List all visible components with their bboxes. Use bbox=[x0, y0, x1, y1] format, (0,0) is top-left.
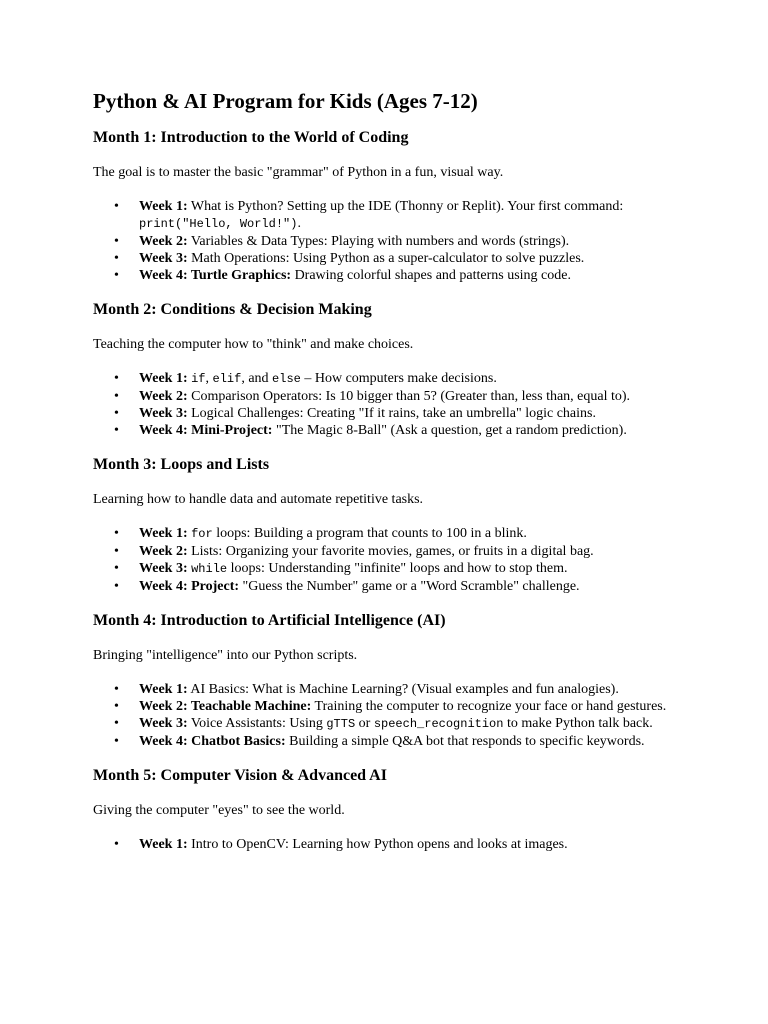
page-title: Python & AI Program for Kids (Ages 7-12) bbox=[93, 89, 478, 113]
month-2-section bbox=[93, 300, 693, 439]
list-item: • Week 2: Comparison Operators: Is 10 bigger than 5? (Greater than, less than, equal to). bbox=[93, 388, 693, 405]
month-4-intro: Bringing "intelligence" into our Python scripts. bbox=[93, 648, 358, 663]
month-4-heading: Month 4: Introduction to Artificial Intelligence (AI) bbox=[93, 612, 446, 629]
list-item: • Week 4: Turtle Graphics: Drawing colorful shapes and patterns using code. bbox=[93, 267, 693, 284]
list-item: • Week 2: Variables & Data Types: Playing with numbers and words (strings). bbox=[93, 233, 693, 250]
month-1-section bbox=[93, 128, 693, 284]
list-item: • Week 4: Mini-Project: "The Magic 8-Ball" (Ask a question, get a random prediction). bbox=[93, 422, 693, 439]
document-page bbox=[93, 86, 693, 869]
month-1-intro: The goal is to master the basic "grammar" of Python in a fun, visual way. bbox=[93, 165, 504, 180]
month-2-heading: Month 2: Conditions & Decision Making bbox=[93, 301, 372, 318]
month-1-heading: Month 1: Introduction to the World of Coding bbox=[93, 129, 409, 146]
list-item: • Week 3: while loops: Understanding "infinite" loops and how to stop them. bbox=[93, 560, 693, 578]
list-item: • Week 1: for loops: Building a program that counts to 100 in a blink. bbox=[93, 525, 693, 543]
list-item: • Week 3: Math Operations: Using Python as a super-calculator to solve puzzles. bbox=[93, 250, 693, 267]
month-3-section bbox=[93, 455, 693, 595]
month-5-section bbox=[93, 766, 693, 853]
month-4-week-list bbox=[93, 681, 693, 750]
list-item: • Week 3: Logical Challenges: Creating "If it rains, take an umbrella" logic chains. bbox=[93, 405, 693, 422]
list-item: • Week 2: Teachable Machine: Training the computer to recognize your face or hand gestures. bbox=[93, 698, 693, 715]
month-2-intro: Teaching the computer how to "think" and make choices. bbox=[93, 337, 414, 352]
list-item: • Week 1: What is Python? Setting up the IDE (Thonny or Replit). Your first command: print("Hello, World!"). bbox=[93, 198, 693, 233]
list-item: • Week 3: Voice Assistants: Using gTTS or speech_recognition to make Python talk back. bbox=[93, 715, 693, 733]
list-item: • Week 1: if, elif, and else – How computers make decisions. bbox=[93, 370, 693, 388]
list-item: • Week 1: Intro to OpenCV: Learning how Python opens and looks at images. bbox=[93, 836, 693, 853]
month-5-heading: Month 5: Computer Vision & Advanced AI bbox=[93, 767, 387, 784]
list-item: • Week 1: AI Basics: What is Machine Learning? (Visual examples and fun analogies). bbox=[93, 681, 693, 698]
month-1-week-list bbox=[93, 198, 693, 284]
month-3-intro: Learning how to handle data and automate repetitive tasks. bbox=[93, 492, 424, 507]
month-3-week-list bbox=[93, 525, 693, 595]
list-item: • Week 4: Chatbot Basics: Building a simple Q&A bot that responds to specific keywords. bbox=[93, 733, 693, 750]
list-item: • Week 2: Lists: Organizing your favorite movies, games, or fruits in a digital bag. bbox=[93, 543, 693, 560]
month-2-week-list bbox=[93, 370, 693, 439]
list-item: • Week 4: Project: "Guess the Number" game or a "Word Scramble" challenge. bbox=[93, 578, 693, 595]
month-5-week-list bbox=[93, 836, 693, 853]
month-3-heading: Month 3: Loops and Lists bbox=[93, 456, 270, 473]
month-5-intro: Giving the computer "eyes" to see the world. bbox=[93, 803, 345, 818]
month-4-section bbox=[93, 611, 693, 750]
